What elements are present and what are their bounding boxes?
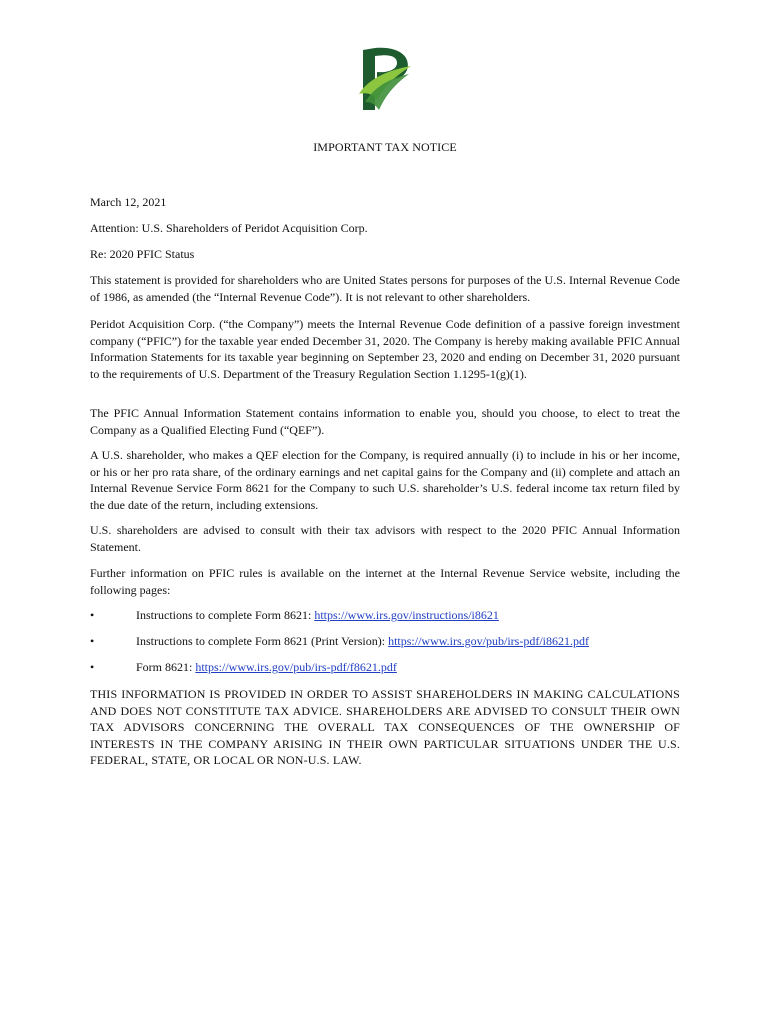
- re-line: Re: 2020 PFIC Status: [90, 247, 195, 261]
- link-irs-instructions-i8621[interactable]: https://www.irs.gov/instructions/i8621: [314, 608, 499, 622]
- paragraph-consult-advisors: U.S. shareholders are advised to consult with their tax advisors with respect to the 2020 PFIC Annual Information Statement.: [90, 523, 680, 554]
- bullet-label: Instructions to complete Form 8621 (Print Version):: [136, 634, 389, 648]
- bullet-marker: •: [90, 634, 95, 648]
- letter-date: March 12, 2021: [90, 195, 167, 209]
- paragraph-intro: This statement is provided for shareholders who are United States persons for purposes of the U.S. Internal Revenue Code of 1986, as amended (the “Internal Revenue Code”). It is not relevant to other shareholders.: [90, 273, 680, 304]
- paragraph-qef-info: The PFIC Annual Information Statement contains information to enable you, should you choose, to elect to treat the Company as a Qualified Electing Fund (“QEF”).: [90, 406, 680, 437]
- link-irs-pdf-i8621[interactable]: https://www.irs.gov/pub/irs-pdf/i8621.pdf: [388, 634, 589, 648]
- disclaimer: THIS INFORMATION IS PROVIDED IN ORDER TO ASSIST SHAREHOLDERS IN MAKING CALCULATIONS AND DOES NOT CONSTITUTE TAX ADVICE. SHAREHOLDERS ARE ADVISED TO CONSULT THEIR OWN TAX ADVISORS CONCERNING THE OVERALL TAX CONSEQUENCES OF THE OWNERSHIP OF INTERESTS IN THE COMPANY ARISING IN THEIR OWN PARTICULAR SITUATIONS UNDER THE U.S. FEDERAL, STATE, OR LOCAL OR NON-U.S. LAW.: [90, 687, 680, 767]
- paragraph-further-info: Further information on PFIC rules is available on the internet at the Internal Revenue Service website, including the following pages:: [90, 566, 680, 597]
- link-irs-pdf-f8621[interactable]: https://www.irs.gov/pub/irs-pdf/f8621.pdf: [195, 660, 397, 674]
- page-title: IMPORTANT TAX NOTICE: [313, 140, 457, 154]
- bullet-item-instructions: [136, 608, 696, 623]
- bullet-marker: •: [90, 608, 95, 622]
- bullet-label: Instructions to complete Form 8621:: [136, 608, 315, 622]
- paragraph-pfic-status: Peridot Acquisition Corp. (“the Company”) meets the Internal Revenue Code definition of a passive foreign investment company (“PFIC”) for the taxable year ended December 31, 2020. The Company is hereby making available PFIC Annual Information Statements for its taxable year beginning on September 23, 2020 and ending on December 31, 2020 pursuant to the requirements of U.S. Department of the Treasury Regulation Section 1.1295-1(g)(1).: [90, 317, 680, 381]
- peridot-p-logo-icon: [355, 44, 413, 114]
- attention-line: Attention: U.S. Shareholders of Peridot Acquisition Corp.: [90, 221, 368, 235]
- bullet-marker: •: [90, 660, 95, 674]
- bullet-label: Form 8621:: [136, 660, 196, 674]
- paragraph-qef-election: A U.S. shareholder, who makes a QEF election for the Company, is required annually (i) to include in his or her income, or his or her pro rata share, of the ordinary earnings and net capital gains for the Company and (ii) complete and attach an Internal Revenue Service Form 8621 for the Company to such U.S. shareholder’s U.S. federal income tax return filed by the due date of the return, including extensions.: [90, 448, 680, 512]
- bullet-item-form: [136, 660, 696, 675]
- bullet-item-print-instructions: [136, 634, 696, 649]
